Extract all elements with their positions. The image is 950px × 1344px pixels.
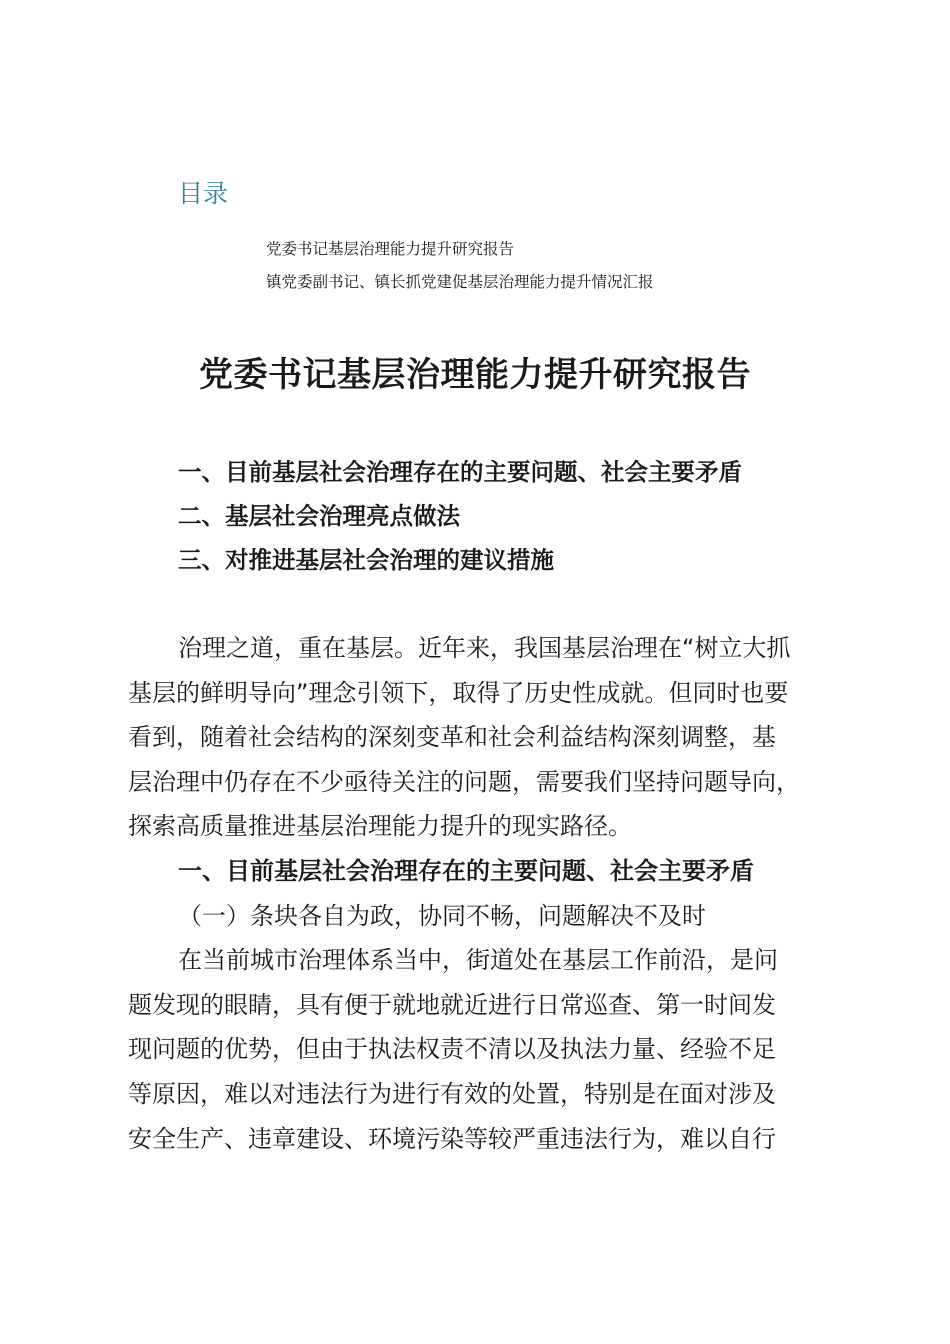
intro-line: 看到，随着社会结构的深刻变革和社会利益结构深刻调整，基 bbox=[128, 723, 776, 752]
paragraph-line: 题发现的眼睛，具有便于就地就近进行日常巡查、第一时间发 bbox=[128, 990, 776, 1019]
outline-item: 三、对推进基层社会治理的建议措施 bbox=[178, 546, 554, 574]
intro-line: 基层的鲜明导向”理念引领下，取得了历史性成就。但同时也要 bbox=[128, 678, 789, 707]
paragraph-line: 安全生产、违章建设、环境污染等较严重违法行为，难以自行 bbox=[128, 1124, 776, 1153]
paragraph-line: 等原因，难以对违法行为进行有效的处置，特别是在面对涉及 bbox=[128, 1079, 776, 1108]
toc-heading: 目录 bbox=[178, 179, 229, 208]
section-outline bbox=[178, 450, 742, 582]
intro-line: 探索高质量推进基层治理能力提升的现实路径。 bbox=[128, 812, 632, 841]
toc-link-2[interactable]: 镇党委副书记、镇长抓党建促基层治理能力提升情况汇报 bbox=[266, 273, 654, 291]
body-text bbox=[128, 626, 858, 1161]
subsection-heading: （一）条块各自为政，协同不畅，问题解决不及时 bbox=[178, 901, 706, 930]
document-title: 党委书记基层治理能力提升研究报告 bbox=[199, 355, 751, 395]
outline-item: 一、目前基层社会治理存在的主要问题、社会主要矛盾 bbox=[178, 458, 742, 486]
section-heading: 一、目前基层社会治理存在的主要问题、社会主要矛盾 bbox=[178, 856, 754, 885]
toc-link-1[interactable]: 党委书记基层治理能力提升研究报告 bbox=[266, 240, 515, 258]
paragraph-line: 在当前城市治理体系当中，街道处在基层工作前沿，是问 bbox=[178, 946, 778, 975]
paragraph-line: 现问题的优势，但由于执法权责不清以及执法力量、经验不足 bbox=[128, 1035, 776, 1064]
outline-item: 二、基层社会治理亮点做法 bbox=[178, 502, 460, 530]
intro-line: 层治理中仍存在不少亟待关注的问题，需要我们坚持问题导向， bbox=[128, 767, 800, 796]
intro-line: 治理之道，重在基层。近年来，我国基层治理在“树立大抓 bbox=[178, 634, 791, 662]
